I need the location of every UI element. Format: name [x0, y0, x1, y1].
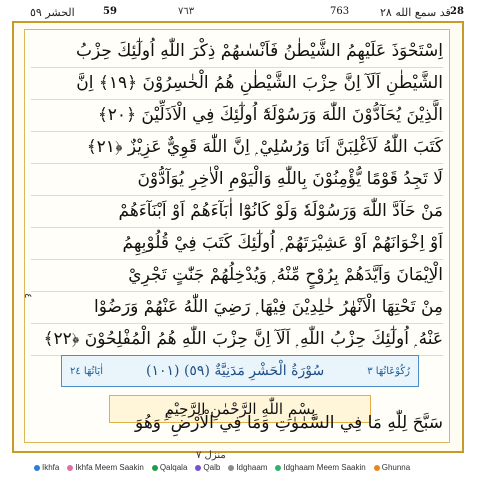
legend-color-dot [374, 465, 380, 471]
ayah-line-9: مِنْ تَحْتِهَا الْاَنْهٰرُ خٰلِدِيْنَ فِيْهَا ۭ رَضِيَ اللّٰهُ عَنْهُمْ وَرَضُوْا [31, 292, 443, 324]
legend-item [228, 463, 267, 472]
legend-color-dot [67, 465, 73, 471]
legend-item [152, 463, 188, 472]
banner-surah-title: سُوْرَةُ الْحَشْرِ مَدَنِيَّةٌ (٥٩) (١٠١) [146, 363, 325, 379]
legend-label: Ikhfa [42, 463, 60, 472]
ayah-line-5: لَا تَجِدُ قَوْمًا يُّؤْمِنُوْنَ بِاللّٰهِ وَالْيَوْمِ الْاٰخِرِ يُوَآدُّوْنَ [31, 164, 443, 196]
text-block [24, 29, 450, 443]
ayah-line-10: عَنْهُ ۭ اُولٰٓئِكَ حِزْبُ اللّٰهِ ۭ اَلَآ اِنَّ حِزْبَ اللّٰهِ هُمُ الْمُفْلِحُوْنَ ﴿٢٢﴾ [31, 324, 443, 356]
legend-item [67, 463, 143, 472]
ayah-line-1: اِسْتَحْوَذَ عَلَيْهِمُ الشَّيْطٰنُ فَاَنْسٰىهُمْ ذِكْرَ اللّٰهِ اُولٰٓئِكَ حِزْبُ [31, 36, 443, 68]
header-surah-name: الحشر ٥٩ [30, 6, 75, 19]
legend-item [275, 463, 365, 472]
banner-ayat-count: اٰيَاتُهَا ٢٤ [70, 365, 103, 377]
ayah-line-8: الْاِيْمَانَ وَاَيَّدَهُمْ بِرُوْحٍ مِّنْهُ ۭ وَيُدْخِلُهُمْ جَنّٰتٍ تَجْرِيْ [31, 260, 443, 292]
ayah-line-2: الشَّيْطٰنِ اَلَآ اِنَّ حِزْبَ الشَّيْطٰنِ هُمُ الْخٰسِرُوْنَ ﴿١٩﴾ اِنَّ [31, 68, 443, 100]
legend-label: Qalqala [159, 463, 188, 472]
legend-label: Ikhfa Meem Saakin [75, 463, 144, 472]
legend-label: Qalb [203, 463, 221, 472]
banner-ruku-count: رُكُوْعَاتُهَا ٣ [367, 365, 410, 377]
legend-color-dot [34, 465, 40, 471]
legend-label: Ghunna [381, 463, 411, 472]
ayah-line-3: الَّذِيْنَ يُحَآدُّوْنَ اللّٰهَ وَرَسُوْلَهٗٓ اُولٰٓئِكَ فِي الْاَذَلِّيْنَ ﴿٢٠﴾ [31, 100, 443, 132]
legend-color-dot [152, 465, 158, 471]
header-juz-number: 28 [450, 6, 464, 17]
legend-color-dot [195, 465, 201, 471]
header-surah-number: 59 [103, 6, 117, 17]
legend-color-dot [228, 465, 234, 471]
mushaf-page-frame [12, 21, 464, 453]
surah-banner [61, 355, 419, 387]
legend-color-dot [275, 465, 281, 471]
ayah-line-11: سَبَّحَ لِلّٰهِ مَا فِي السَّمٰوٰتِ وَمَا فِي الْاَرْضِ ۚ وَهُوَ [135, 413, 443, 433]
side-hizb-marker: ٤ [22, 293, 33, 299]
ayah-line-6: مَنْ حَآدَّ اللّٰهَ وَرَسُوْلَهٗ وَلَوْ كَانُوْٓا اٰبَآءَهُمْ اَوْ اَبْنَآءَهُمْ [31, 196, 443, 228]
manzil-label: منزل ٧ [196, 450, 226, 461]
tajweed-legend [34, 463, 474, 477]
header-page-number: 763 [330, 6, 350, 17]
ayah-line-7: اَوْ اِخْوَانَهُمْ اَوْ عَشِيْرَتَهُمْ ۭ اُولٰٓئِكَ كَتَبَ فِيْ قُلُوْبِهِمُ [31, 228, 443, 260]
bismillah: بِسْمِ اللّٰهِ الرَّحْمٰنِ الرَّحِيْمِ [109, 395, 371, 423]
header-juz-name: قد سمع الله ٢٨ [380, 6, 451, 19]
legend-label: Idghaam [236, 463, 268, 472]
ayah-line-4: كَتَبَ اللّٰهُ لَاَغْلِبَنَّ اَنَا وَرُسُلِيْ ۭ اِنَّ اللّٰهَ قَوِيٌّ عَزِيْزٌ ﴿٢١﴾ [31, 132, 443, 164]
legend-item [34, 463, 59, 472]
legend-item [195, 463, 220, 472]
legend-item [374, 463, 410, 472]
header-page-arabic: ٧٦٣ [178, 6, 195, 17]
legend-label: Idghaam Meem Saakin [283, 463, 366, 472]
